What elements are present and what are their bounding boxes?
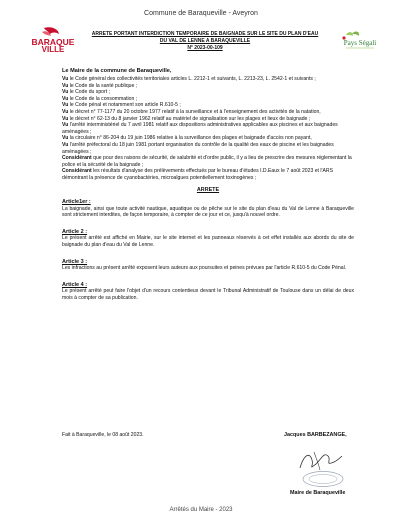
article-2-text: Le présent arrêté est affiché en Mairie, sur le site internet et les panneaux réservés à cet effet installés aux abords du site de baignade du plan d'eau du Val de Lenne.: [62, 235, 354, 249]
article-4-text: Le présent arrêté peut faire l'objet d'un recours contentieux devant le Tribunal Administratif de Toulouse dans un délai de deux mois à compter de sa publication.: [62, 288, 354, 302]
visa-item: Vu le Code du sport ;: [62, 89, 110, 96]
article-1-heading: Article1er :: [62, 199, 91, 206]
visa-item: Vu l'arrêté préfectoral du 18 juin 1981 portant organisation du contrôle de la qualité des eaux de piscine et les baignades aménagées ;: [62, 141, 334, 155]
visa-item: Vu le Code de la santé publique ;: [62, 82, 138, 89]
visa-item: Vu le Code pénal et notamment son article R.610-5 ;: [62, 102, 181, 109]
pays-segali-logo: [336, 30, 384, 56]
visa-item: Vu le décret n° 62-13 du 8 janvier 1962 relatif au matériel de signalisation sur les plages et lieux de baignade ;: [62, 115, 311, 122]
visa-item: Vu l'arrêté interministériel du 7 avril 1981 relatif aux dispositions administratives applicables aux piscines et aux baignades aménagées ;: [62, 122, 338, 135]
considerant-item: Considérant les résultats d'analyse des prélèvements effectués par le bureau d'études I.D.Eaux le 7 août 2023 et l'ARS démontrant la présence de cyanobactéries, microalgues potentiellement toxinogènes ;: [62, 168, 333, 181]
logo-right-text: Pays Ségali: [343, 39, 377, 47]
arrete-heading: ARRETE: [196, 186, 220, 193]
maire-intro: Le Maire de la commune de Baraqueville,: [62, 68, 172, 74]
article-3-heading: Article 3 :: [62, 258, 88, 265]
baraqueville-logo: [28, 26, 78, 56]
article-1-text: La baignade, ainsi que toute activité nautique, aquatique ou de pêche sur le site du plan d'eau du Val de Lenne à Baraqueville sont strictement interdites, de façon temporaire, à compter de ce jour et ce, jusqu'à nouvel ordre.: [62, 205, 354, 219]
signer-title: Maire de Baraqueville: [290, 490, 346, 496]
visa-item: Vu le décret n° 77-1177 du 20 octobre 1977 relatif à la surveillance et à l'enseignement des activités de la natation,: [62, 108, 321, 115]
arrete-title: [80, 31, 330, 52]
logo-line2: VILLE: [41, 45, 65, 54]
commune-header: Commune de Baraqueville - Aveyron: [144, 10, 258, 17]
document-body: [62, 76, 354, 302]
article-4-heading: Article 4 :: [62, 281, 88, 288]
article-3-text: Les infractions au présent arrêté exposent leurs auteurs aux poursuites et peines prévues par l'article R.610-5 du Code Pénal.: [62, 265, 347, 272]
visas-list: [62, 76, 354, 182]
title-line2: DU VAL DE LENNE A BARAQUEVILLE: [159, 38, 251, 44]
visa-item: Vu le Code général des collectivités territoriales articles L. 2212-1 et suivants, L. 2213-23, L. 2542-1 et suivants ;: [62, 76, 316, 82]
visa-item: Vu le Code de la consommation ;: [62, 95, 138, 102]
mairie-stamp: [300, 470, 346, 488]
considerant-item: Considérant que pour des raisons de sécurité, de salubrité et d'ordre public, il y a lieu de prescrire des mesures réglementant la police et la sécurité de la baignade ;: [62, 155, 352, 168]
article-2-heading: Article 2 :: [62, 228, 88, 235]
title-line1: ARRETE PORTANT INTERDICTION TEMPORAIRE DE BAIGNADE SUR LE SITE DU PLAN D'EAU: [91, 31, 319, 37]
title-number: N° 2023-00-109: [187, 45, 223, 51]
visa-item: Vu la circulaire n° 86-204 du 19 juin 1986 relative à la surveillance des plages et baignade d'accès non payant,: [62, 135, 312, 142]
page-footer: Arrêtés du Maire - 2023: [169, 507, 233, 513]
logo-line1: BARAQUE: [31, 37, 75, 47]
fait-a-date: Fait à Baraqueville, le 08 août 2023.: [62, 432, 144, 438]
signer-name: Jacques BARBEZANGE,: [284, 432, 347, 438]
